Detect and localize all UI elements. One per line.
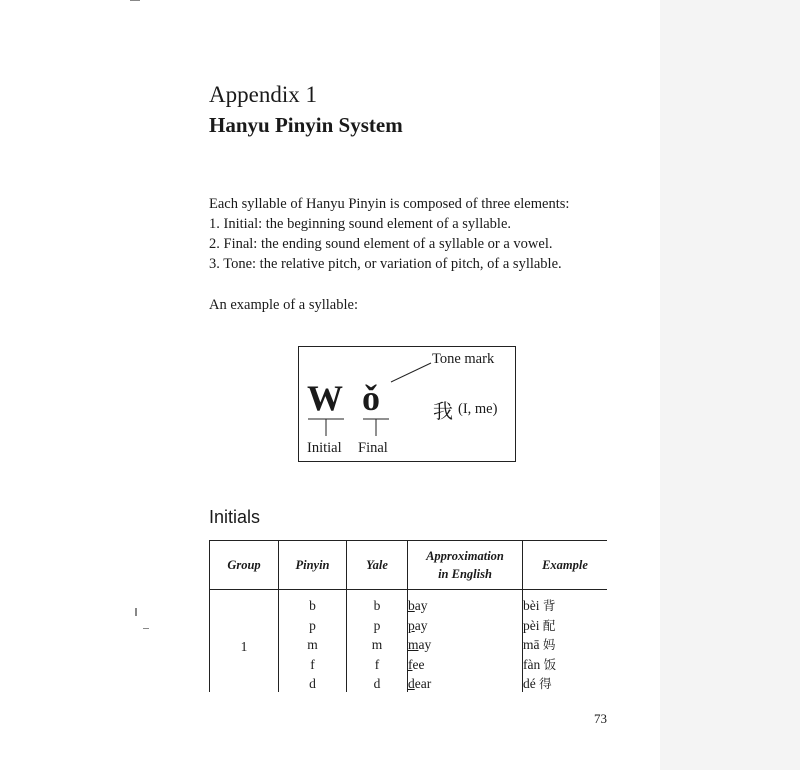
- example-pinyin: dé: [523, 676, 536, 691]
- section-title: Initials: [209, 507, 261, 527]
- yale-cell: p: [347, 616, 408, 636]
- example-pinyin: pèi: [523, 617, 540, 633]
- yale-cell: f: [347, 655, 408, 675]
- table-header-row: [210, 541, 608, 590]
- example-pinyin: mā: [523, 637, 540, 652]
- initials-table: [209, 540, 607, 692]
- example-pinyin: bèi: [523, 598, 540, 613]
- example-cell: [523, 590, 608, 616]
- english-cell: [408, 635, 523, 655]
- pinyin-cell: m: [279, 635, 347, 655]
- yale-cell: b: [347, 590, 408, 616]
- example-hanzi: 饭: [543, 656, 557, 672]
- initials-table-wrap: [209, 540, 607, 692]
- example-pinyin: fàn: [523, 656, 541, 672]
- final-letter: ǒ: [362, 378, 380, 418]
- list-item: 3. Tone: the relative pitch, or variation of pitch, of a syllable.: [209, 256, 562, 272]
- english-rest: ay: [418, 637, 432, 652]
- example-cell: [523, 674, 608, 692]
- final-label: Final: [358, 440, 388, 456]
- pinyin-cell: b: [279, 590, 347, 616]
- header-approx-line1: Approximation: [426, 549, 504, 563]
- example-hanzi: 配: [542, 617, 556, 633]
- example-hanzi: 背: [542, 598, 556, 613]
- english-cell: [408, 655, 523, 675]
- english-underlined: m: [408, 637, 419, 652]
- page-number: 73: [594, 711, 607, 726]
- scan-mark-left-2: [143, 628, 149, 629]
- initial-letter: W: [307, 378, 343, 418]
- elements-list: [209, 214, 562, 274]
- scan-mark-left: [135, 608, 137, 616]
- header-approx-line2: in English: [438, 567, 492, 581]
- example-hanzi: 妈: [542, 637, 556, 652]
- list-item: 2. Final: the ending sound element of a syllable or a vowel.: [209, 236, 553, 252]
- header-example: Example: [523, 541, 608, 590]
- gloss: (I, me): [458, 401, 498, 417]
- example-cell: [523, 616, 608, 636]
- yale-cell: d: [347, 674, 408, 692]
- scan-mark-top: [130, 0, 140, 1]
- english-rest: ear: [414, 676, 432, 691]
- hanzi-character: 我: [433, 399, 453, 423]
- header-approximation: [408, 541, 523, 590]
- yale-cell: m: [347, 635, 408, 655]
- pinyin-cell: f: [279, 655, 347, 675]
- intro-text: Each syllable of Hanyu Pinyin is composed of three elements:: [209, 196, 570, 212]
- english-cell: [408, 674, 523, 692]
- example-hanzi: 得: [539, 676, 552, 691]
- english-cell: [408, 616, 523, 636]
- page-title: Hanyu Pinyin System: [209, 113, 403, 137]
- list-item: 1. Initial: the beginning sound element of a syllable.: [209, 216, 512, 232]
- page-edge: [660, 0, 800, 770]
- tone-mark-label: Tone mark: [432, 351, 495, 367]
- example-label: An example of a syllable:: [209, 297, 358, 313]
- english-underlined: b: [408, 598, 415, 613]
- example-cell: [523, 635, 608, 655]
- english-underlined: p: [408, 617, 415, 633]
- tone-pointer-line: [391, 363, 431, 382]
- english-rest: ee: [412, 656, 425, 672]
- example-cell: [523, 655, 608, 675]
- english-underlined: f: [408, 656, 413, 672]
- group-cell: 1: [210, 590, 279, 693]
- english-rest: ay: [414, 598, 428, 613]
- syllable-diagram: [298, 346, 516, 462]
- header-yale: Yale: [347, 541, 408, 590]
- header-pinyin: Pinyin: [279, 541, 347, 590]
- initial-label: Initial: [307, 440, 342, 456]
- appendix-heading: Appendix 1: [209, 82, 317, 107]
- english-rest: ay: [414, 617, 428, 633]
- pinyin-cell: p: [279, 616, 347, 636]
- header-group: Group: [210, 541, 279, 590]
- english-underlined: d: [408, 676, 415, 691]
- table-row: [210, 590, 608, 616]
- pinyin-cell: d: [279, 674, 347, 692]
- english-cell: [408, 590, 523, 616]
